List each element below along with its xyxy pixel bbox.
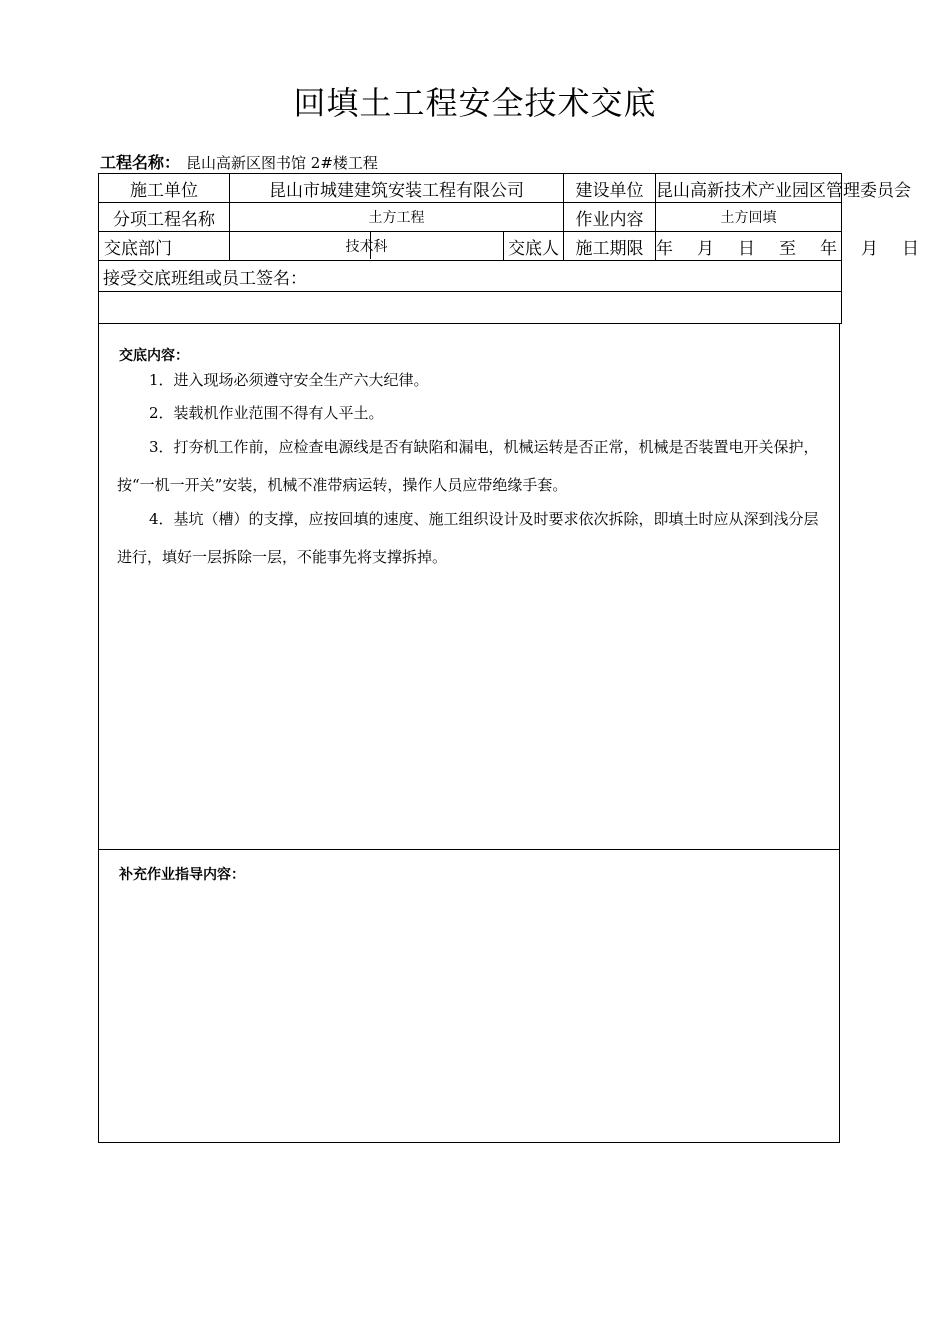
period-to: 至 bbox=[779, 238, 797, 259]
table-row bbox=[99, 203, 842, 232]
content-paragraph: 4．基坑（槽）的支撑，应按回填的速度、施工组织设计及时要求依次拆除，即填土时应从深到浅分层进行，填好一层拆除一层，不能事先将支撑拆掉。 bbox=[117, 510, 819, 566]
table-row bbox=[99, 232, 842, 261]
briefer-label: 交底人 bbox=[504, 232, 564, 261]
period-label: 施工期限 bbox=[564, 232, 656, 261]
subitem-label: 分项工程名称 bbox=[99, 203, 230, 232]
work-content-label: 作业内容 bbox=[564, 203, 656, 232]
project-name-label: 工程名称： bbox=[100, 153, 181, 172]
owner-unit-value: 昆山高新技术产业园区管理委员会 bbox=[656, 174, 842, 203]
period-year-end: 年 bbox=[820, 238, 838, 259]
supplement-title: 补充作业指导内容： bbox=[119, 867, 245, 883]
period-month-start: 月 bbox=[697, 238, 715, 259]
supplement-section bbox=[98, 849, 840, 1143]
construction-unit-label: 施工单位 bbox=[99, 174, 230, 203]
table-row bbox=[99, 261, 842, 292]
department-label: 交底部门 bbox=[99, 232, 230, 261]
construction-unit-value: 昆山市城建建筑安装工程有限公司 bbox=[230, 174, 564, 203]
content-paragraph: 1．进入现场必须遵守安全生产六大纪律。 bbox=[149, 371, 429, 389]
period-month-end: 月 bbox=[861, 238, 879, 259]
project-name-value: 昆山高新区图书馆 2#楼工程 bbox=[186, 154, 378, 172]
content-paragraph: 3．打夯机工作前，应检查电源线是否有缺陷和漏电，机械运转是否正常，机械是否装置电开关保护，按“一机一开关”安装，机械不准带病运转，操作人员应带绝缘手套。 bbox=[117, 438, 819, 494]
period-day-end: 日 bbox=[902, 238, 920, 259]
owner-unit-label: 建设单位 bbox=[564, 174, 656, 203]
project-name-line bbox=[100, 150, 378, 173]
period-value bbox=[656, 232, 920, 261]
briefer-value bbox=[370, 231, 456, 259]
subitem-value: 土方工程 bbox=[230, 203, 564, 232]
period-day-start: 日 bbox=[738, 238, 756, 259]
info-table bbox=[98, 173, 920, 324]
sign-area bbox=[99, 292, 842, 324]
work-content-value: 土方回填 bbox=[656, 203, 842, 232]
department-value: 技术科 bbox=[230, 232, 504, 261]
content-title: 交底内容： bbox=[119, 348, 189, 364]
sign-label: 接受交底班组或员工签名： bbox=[99, 261, 842, 292]
document-title: 回填土工程安全技术交底 bbox=[293, 84, 657, 122]
content-paragraph: 2．装载机作业范围不得有人平土。 bbox=[149, 404, 384, 422]
table-row bbox=[99, 174, 842, 203]
period-year-start: 年 bbox=[656, 238, 674, 259]
content-section bbox=[98, 323, 840, 850]
table-row bbox=[99, 292, 842, 324]
